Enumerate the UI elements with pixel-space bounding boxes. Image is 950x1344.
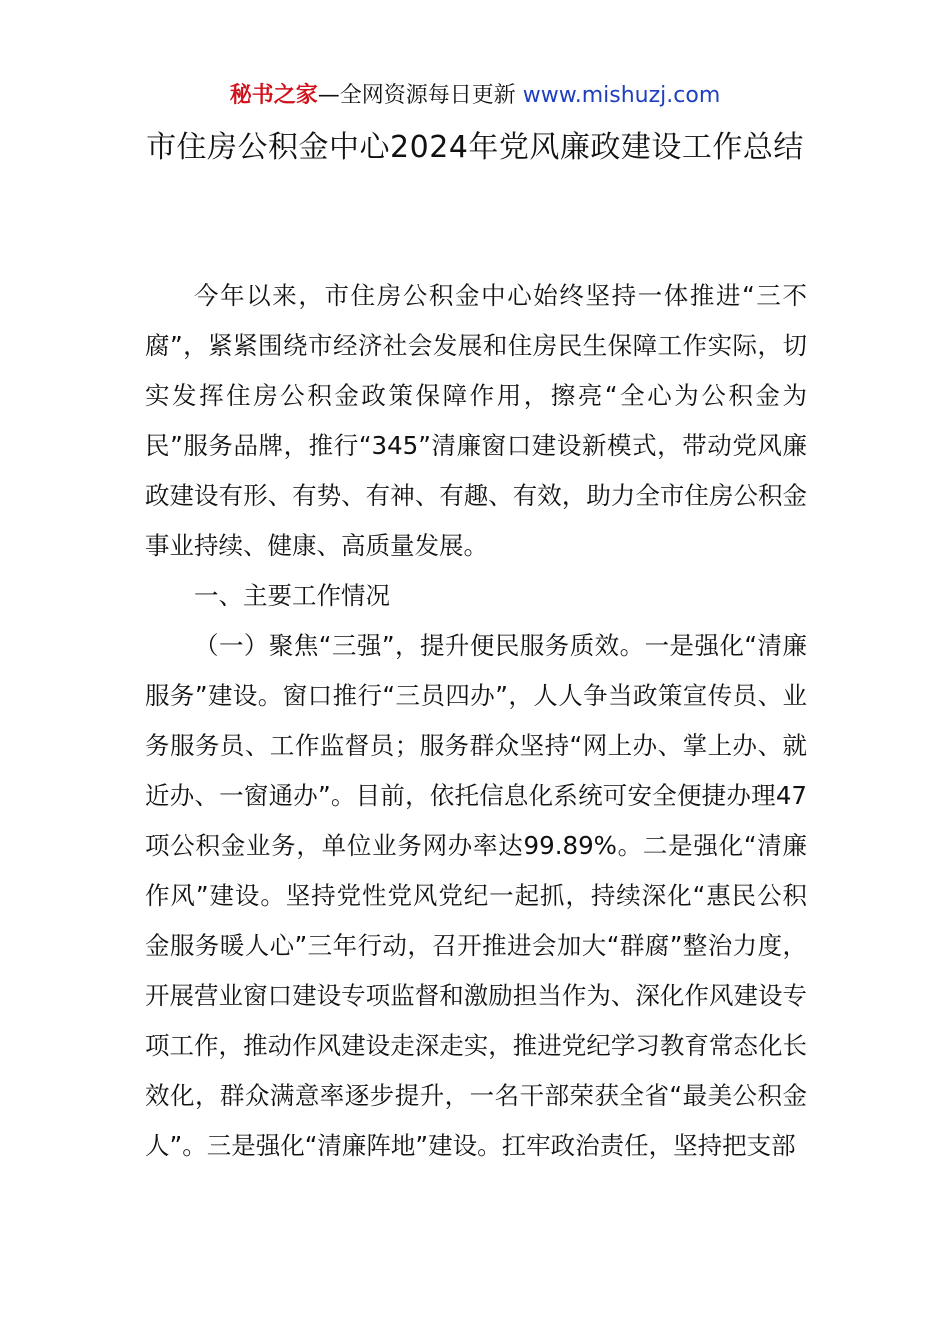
section-heading: 一、主要工作情况 (194, 581, 390, 610)
intro-paragraph: 今年以来，市住房公积金中心始终坚持一体推进“三不腐”，紧紧围绕市经济社会发展和住房民生保障工作实际，切实发挥住房公积金政策保障作用，擦亮“全心为公积金为民”服务品牌，推行“345”清廉窗口建设新模式，带动党风廉政建设有形、有势、有神、有趣、有效，助力全市住房公积金事业持续、健康、高质量发展。 (145, 281, 807, 560)
site-slogan: —全网资源每日更新 (317, 83, 516, 108)
site-header (0, 80, 950, 112)
site-url-link[interactable]: www.mishuzj.com (522, 83, 721, 108)
body-paragraph: （一）聚焦“三强”，提升便民服务质效。一是强化“清廉服务”建设。窗口推行“三员四办”，人人争当政策宣传员、业务服务员、工作监督员；服务群众坚持“网上办、掌上办、就近办、一窗通办”。目前，依托信息化系统可安全便捷办理47项公积金业务，单位业务网办率达99.89%。二是强化“清廉作风”建设。坚持党性党风党纪一起抓，持续深化“惠民公积金服务暖人心”三年行动，召开推进会加大“群腐”整治力度，开展营业窗口建设专项监督和激励担当作为、深化作风建设专项工作，推动作风建设走深走实，推进党纪学习教育常态化长效化，群众满意率逐步提升，一名干部荣获全省“最美公积金人”。三是强化“清廉阵地”建设。扛牢政治责任，坚持把支部 (145, 631, 807, 1160)
site-brand: 秘书之家 (229, 83, 318, 108)
document-body (145, 271, 807, 1171)
document-title: 市住房公积金中心2024年党风廉政建设工作总结 (146, 130, 804, 165)
